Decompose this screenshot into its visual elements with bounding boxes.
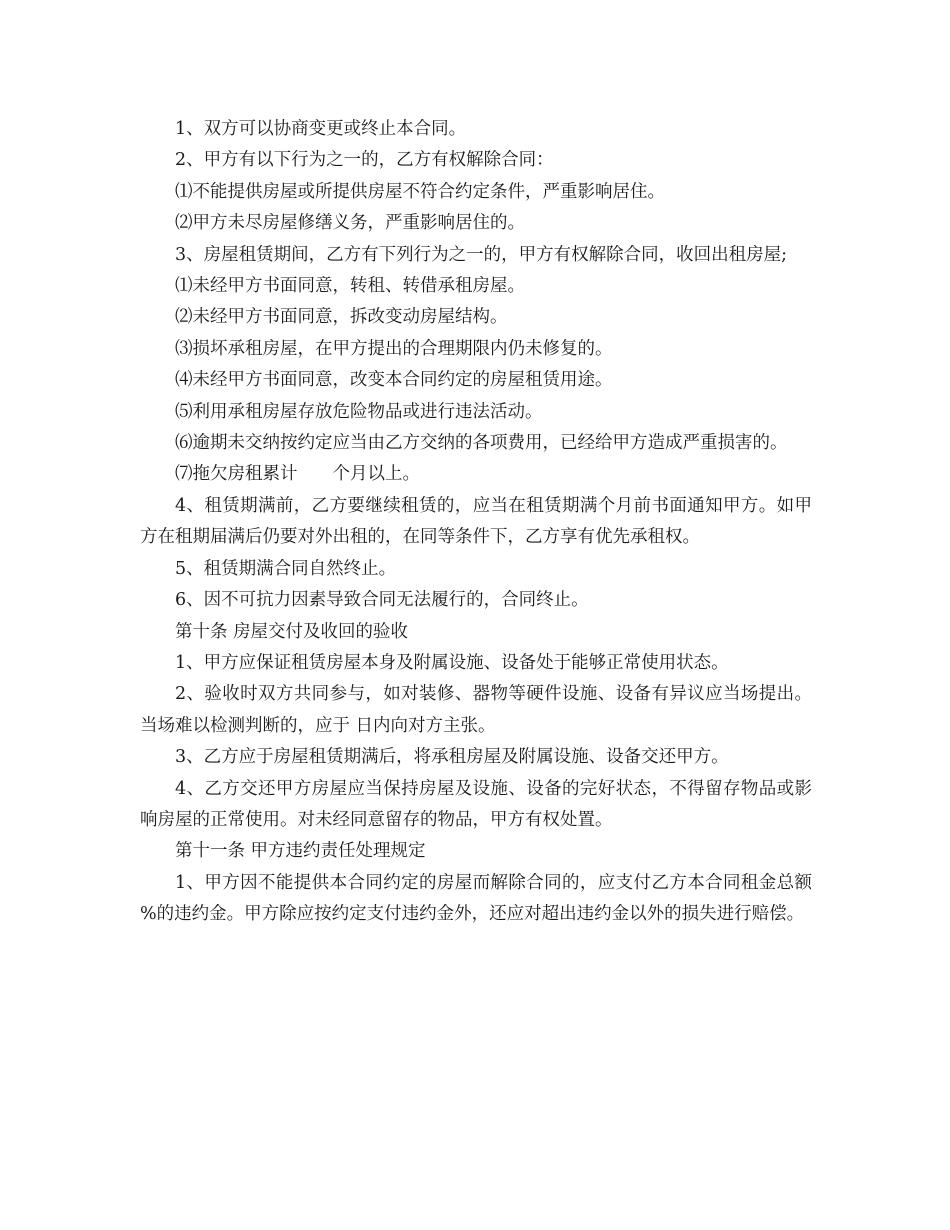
paragraph: 1、甲方应保证租赁房屋本身及附属设施、设备处于能够正常使用状态。 xyxy=(175,652,729,673)
paragraph: 6、因不可抗力因素导致合同无法履行的，合同终止。 xyxy=(175,590,589,611)
section-heading: 第十条 房屋交付及收回的验收 xyxy=(175,621,409,642)
paragraph: ⑵未经甲方书面同意，拆改变动房屋结构。 xyxy=(175,307,508,328)
paragraph: 3、房屋租赁期间，乙方有下列行为之一的，甲方有权解除合同，收回出租房屋; xyxy=(175,244,788,265)
paragraph: ⑹逾期未交纳按约定应当由乙方交纳的各项费用，已经给甲方造成严重损害的。 xyxy=(175,433,788,454)
paragraph: 2、甲方有以下行为之一的，乙方有权解除合同： xyxy=(175,150,554,171)
paragraph: ⑴未经甲方书面同意，转租、转借承租房屋。 xyxy=(175,276,525,297)
paragraph: 5、租赁期满合同自然终止。 xyxy=(175,558,397,579)
paragraph: 4、乙方交还甲方房屋应当保持房屋及设施、设备的完好状态，不得留存物品或影响房屋的正常使用。对未经同意留存的物品，甲方有权处置。 xyxy=(140,778,812,830)
section-heading: 第十一条 甲方违约责任处理规定 xyxy=(175,841,426,862)
paragraph: ⑺拖欠房租累计 个月以上。 xyxy=(175,464,420,485)
paragraph: 4、租赁期满前，乙方要继续租赁的，应当在租赁期满个月前书面通知甲方。如甲方在租期届满后仍要对外出租的，在同等条件下，乙方享有优先承租权。 xyxy=(140,495,812,548)
paragraph: 1、甲方因不能提供本合同约定的房屋而解除合同的，应支付乙方本合同租金总额 %的违约金。甲方除应按约定支付违约金外，还应对超出违约金以外的损失进行赔偿。 xyxy=(140,872,818,925)
paragraph: ⑶损坏承租房屋，在甲方提出的合理期限内仍未修复的。 xyxy=(175,338,613,359)
paragraph: 1、双方可以协商变更或终止本合同。 xyxy=(175,119,467,139)
paragraph: ⑷未经甲方书面同意，改变本合同约定的房屋租赁用途。 xyxy=(175,370,613,391)
paragraph: ⑵甲方未尽房屋修缮义务，严重影响居住的。 xyxy=(175,213,525,234)
paragraph: ⑴不能提供房屋或所提供房屋不符合约定条件，严重影响居住。 xyxy=(175,181,665,202)
paragraph: ⑸利用承租房屋存放危险物品或进行违法活动。 xyxy=(175,401,543,422)
paragraph: 2、验收时双方共同参与，如对装修、器物等硬件设施、设备有异议应当场提出。当场难以检测判断的，应于 日内向对方主张。 xyxy=(140,684,812,736)
paragraph: 3、乙方应于房屋租赁期满后，将承租房屋及附属设施、设备交还甲方。 xyxy=(175,747,729,768)
document-body xyxy=(140,114,818,931)
